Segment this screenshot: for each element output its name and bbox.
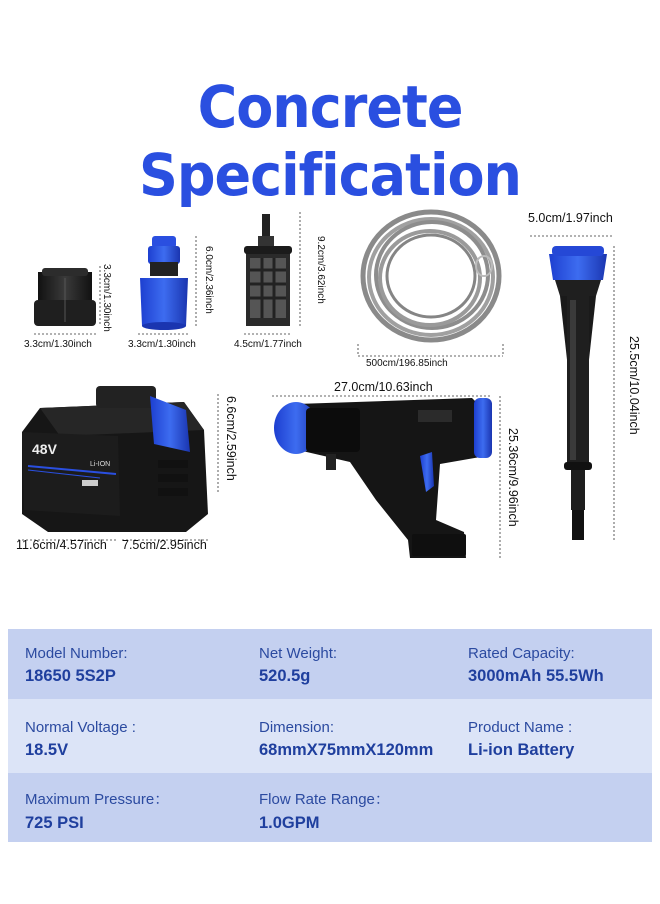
battery-voltage-label: 48V: [32, 441, 57, 457]
spec-row: [8, 773, 652, 842]
spec-cell: [468, 645, 604, 686]
gun-height-label: 25.36cm/9.96inch: [506, 428, 520, 527]
spec-cell: [25, 645, 128, 686]
gun-length-label: 27.0cm/10.63inch: [334, 380, 433, 394]
battery-length-label: 11.6cm/4.57inch: [16, 538, 107, 552]
wand-image: [549, 246, 607, 540]
spec-value: 18.5V: [25, 741, 69, 759]
adapter-short-image: [34, 268, 96, 326]
filter-height-label: 9.2cm/3.62inch: [315, 236, 326, 304]
battery-width-label: 7.5cm/2.95inch: [122, 538, 207, 552]
hose-image: [363, 212, 499, 340]
spec-value: 18650 5S2P: [25, 667, 116, 685]
filter-image: [244, 214, 292, 326]
spec-cell: [259, 719, 433, 760]
spec-row: [8, 699, 652, 773]
spec-cell: [25, 788, 169, 833]
spec-cell: [259, 645, 337, 686]
spec-label: Model Number:: [25, 645, 128, 662]
spec-cell: [468, 719, 574, 760]
spec-label: Normal Voltage :: [25, 719, 136, 736]
spec-label: Maximum Pressure：: [25, 791, 170, 808]
spec-value: 3000mAh 55.5Wh: [468, 667, 604, 685]
hose-length-label: 500cm/196.85inch: [366, 358, 448, 369]
spec-value: 68mmX75mmX120mm: [259, 741, 434, 759]
wand-length-label: 25.5cm/10.04inch: [627, 336, 641, 435]
spec-value: Li-ion Battery: [468, 741, 575, 759]
page-title: Concrete Specification: [138, 72, 521, 210]
battery-image: [22, 386, 208, 532]
connector-width-label: 3.3cm/1.30inch: [128, 339, 196, 350]
battery-height-label: 6.6cm/2.59inch: [224, 396, 238, 481]
spec-label: Rated Capacity:: [468, 645, 575, 662]
spray-gun-image: [274, 398, 492, 558]
spec-cell: [259, 788, 390, 833]
spec-value: 520.5g: [259, 667, 311, 685]
battery-chem-label: Li-ION: [90, 461, 111, 468]
adapter-width-label: 3.3cm/1.30inch: [24, 339, 92, 350]
quick-connector-image: [140, 236, 188, 330]
spec-label: Net Weight:: [259, 645, 338, 662]
spec-value: 1.0GPM: [259, 814, 320, 832]
spec-label: Dimension:: [259, 719, 335, 736]
filter-width-label: 4.5cm/1.77inch: [234, 339, 302, 350]
wand-head-width-label: 5.0cm/1.97inch: [528, 211, 613, 225]
spec-table: [8, 629, 652, 842]
spec-label: Flow Rate Range：: [259, 791, 390, 808]
spec-row: [8, 629, 652, 699]
spec-cell: [25, 719, 136, 760]
adapter-height-label: 3.3cm/1.30inch: [101, 264, 112, 332]
connector-height-label: 6.0cm/2.36inch: [203, 246, 214, 314]
spec-label: Product Name :: [468, 719, 573, 736]
spec-value: 725 PSI: [25, 814, 84, 832]
